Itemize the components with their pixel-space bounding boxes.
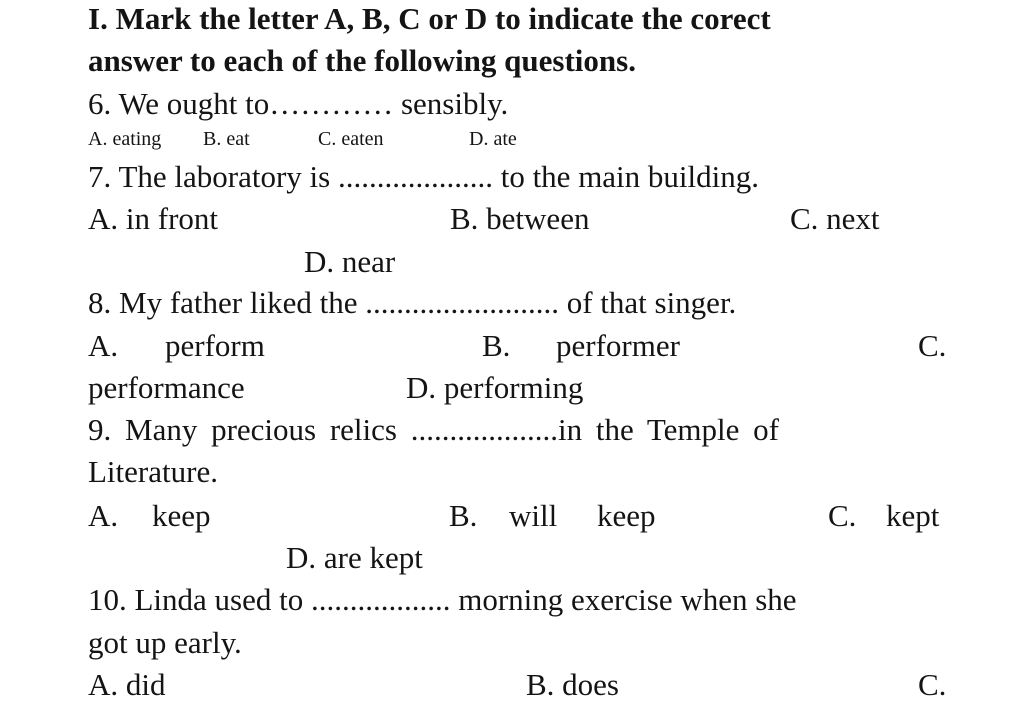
question-9-option-d: D. are kept [286, 540, 423, 575]
question-9-stem-line2: Literature. [88, 454, 218, 489]
question-6-option-c: C. eaten [318, 128, 384, 150]
instruction-heading-line2: answer to each of the following questions. [88, 43, 636, 78]
question-10-option-c-letter: C. [918, 667, 947, 702]
question-9-option-b-text-2: keep [597, 498, 656, 533]
question-6-option-a: A. eating [88, 128, 162, 150]
question-10-option-b: B. does [526, 667, 619, 702]
question-6-option-d: D. ate [469, 128, 517, 150]
question-6-option-b: B. eat [203, 128, 250, 150]
question-7-stem: 7. The laboratory is .................... to the main building. [88, 159, 760, 194]
question-7-option-a: A. in front [88, 201, 219, 236]
question-7-option-d: D. near [304, 244, 396, 279]
question-9-option-a-text: keep [152, 498, 211, 533]
question-8-option-a-text: perform [165, 328, 265, 363]
question-8-option-b-text: performer [556, 328, 680, 363]
cropped-next-line [0, 700, 1024, 715]
question-8-option-c-letter: C. [918, 328, 947, 363]
question-8-option-d: D. performing [406, 370, 584, 405]
question-9-option-b-letter: B. [449, 498, 478, 533]
question-9-stem-line1: 9. Many precious relics ...................in the Temple of [88, 412, 779, 447]
question-9-option-b-text-1: will [509, 498, 558, 533]
question-10-stem-line2: got up early. [88, 625, 242, 660]
question-7-option-c: C. next [790, 201, 880, 236]
instruction-heading-line1: I. Mark the letter A, B, C or D to indicate the corect [88, 1, 771, 36]
question-8-option-a-letter: A. [88, 328, 119, 363]
question-10-stem-line1: 10. Linda used to .................. morning exercise when she [88, 582, 797, 617]
question-7-option-b: B. between [450, 201, 590, 236]
question-9-option-c-letter: C. [828, 498, 857, 533]
question-8-stem: 8. My father liked the ......................... of that singer. [88, 285, 737, 320]
question-8-option-c-text: performance [88, 370, 245, 405]
question-10-option-a: A. did [88, 667, 166, 702]
question-9-option-a-letter: A. [88, 498, 119, 533]
question-9-option-c-text: kept [886, 498, 940, 533]
question-8-option-b-letter: B. [482, 328, 511, 363]
question-6-stem: 6. We ought to………… sensibly. [88, 86, 509, 121]
